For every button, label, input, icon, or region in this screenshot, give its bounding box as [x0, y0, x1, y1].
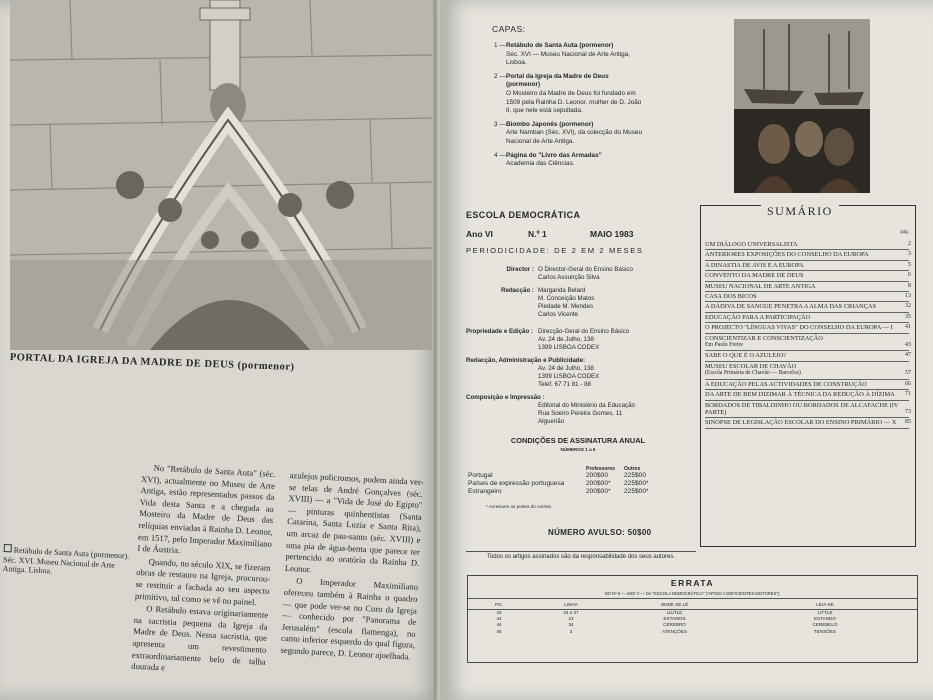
staff-list — [464, 266, 694, 324]
article-column-1 — [131, 462, 276, 680]
list-item: SINOPSE DE LEGISLAÇÃO ESCOLAR DO ENSINO PRIMÁRIO — X 85 — [705, 418, 909, 428]
sumario-title: SUMÁRIO — [761, 204, 839, 219]
capas-list — [494, 42, 644, 174]
responsibility-note: Todos os artigos assinados são da responsabilidade dos seus autores. — [466, 551, 696, 561]
errata-header: PG. LINHA ONDE SE LÊ LEIA-SE — [468, 602, 917, 610]
side-caption: Retábulo de Santa Auta (pormenor). Séc. XVI. Museu Nacional de Arte Antiga. Lisboa. — [2, 545, 130, 576]
capas-item: 4 — Página do "Livro das Armadas" Academia das Ciências. — [494, 151, 602, 168]
price-table-header: Professores Outros — [586, 466, 641, 472]
table-row: 43 34 e 37 LIUTLE LITTLE — [496, 610, 833, 615]
list-item: O PROJECTO "LÍNGUAS VIVAS" DO CONSELHO DA EUROPA — I 41 — [705, 323, 909, 333]
subscription-title: CONDIÇÕES DE ASSINATURA ANUAL — [510, 436, 646, 445]
list-item: ANTERIORES EXPOSIÇÕES DO CONSELHO DA EUROPA 3 — [705, 250, 909, 260]
single-issue-price: NÚMERO AVULSO: 50$00 — [548, 528, 652, 537]
table-row: Portugal 200$00 225$00 — [468, 472, 647, 479]
list-item: SABE O QUE É O AZULEJO? 47 — [705, 351, 909, 361]
sumario-list — [705, 240, 909, 429]
errata-title: ERRATA — [670, 578, 715, 588]
square-bullet-icon — [4, 544, 12, 552]
administracao-block: Redacção, Administração e Publicidade: Av. 24 de Julho, 138 1399 LISBOA CODEX Telef. 67 71 81 - 88 — [466, 357, 600, 388]
composicao-block: Composição e Impressão : Editorial do Ministério da Educação Rua Soeiro Pereira Gomes, 11 Alguerião — [466, 394, 635, 425]
list-item: A EDUCAÇÃO PELAS ACTIVIDADES DE CONSTRUÇÃO 66 — [705, 380, 909, 390]
portal-photo — [10, 0, 432, 350]
table-row: Países de expressão portuguesa 200$00* 225$00* — [468, 480, 649, 487]
list-item: A DINASTIA DE AVIS E A EUROPA 5 — [705, 261, 909, 271]
table-row: Estrangeiro 200$00* 225$00* — [468, 488, 649, 495]
photo-caption: PORTAL DA IGREJA DA MADRE DE DEUS (pormenor) — [9, 352, 295, 373]
list-item: A DÁDIVA DE SANGUE PENETRA A ALMA DAS CRIANÇAS 32 — [705, 302, 909, 312]
paragraph: No "Retábulo de Santa Auta" (séc. XVI), actualmente no Museu de Arte Antiga, estão representados passos da Vida desta Santa e a chegada ao Mosteiro da Madre de Deus das relíquias enviadas à Rainha D. Leonor, em 1517, pelo Imperador Maximiliano I de Áustria. — [137, 462, 276, 556]
paragraph: Quando, no século XIX, se fizeram obras de restauro na Igreja, procurou-se restituir a fachada ao seu aspecto primitivo, tal como se vê no painel. — [134, 556, 271, 607]
sumario-box — [700, 205, 916, 547]
table-row: 44 23 ESTAMOS ESTANDO — [496, 616, 836, 622]
cover-thumbnail — [734, 19, 870, 193]
capas-item: 2 — Portal da Igreja da Madre de Deus (pormenor) O Mosteiro da Madre de Deus foi fundado em 1509 pela Rainha D. Leonor, mulher de D. João II, que nele está sepultada. — [494, 72, 642, 115]
propriedade-block: Propriedade e Edição : Direcção-Geral do Ensino Básico Av. 24 de Julho, 138 1399 LISBOA CODEX — [466, 328, 630, 351]
issue-number: N.º 1 — [528, 229, 547, 239]
issue-year: Ano VI — [466, 229, 493, 239]
left-page — [0, 0, 440, 700]
list-item: UM DIÁLOGO UNIVERSALISTA 2 — [705, 240, 909, 250]
list-item: MUSEU NACIONAL DE ARTE ANTIGA 8 — [705, 282, 909, 292]
staff-row-director: Director : O Director-Geral do Ensino Básico Carlos Assunção Silva — [506, 266, 633, 281]
postage-note: * Acrescem os portes do correio — [486, 504, 552, 509]
list-item: EDUCAÇÃO PARA A PARTICIPAÇÃO 35 — [705, 313, 909, 323]
paragraph: azulejos policromos, podem ainda ver-se telas de André Gonçalves (séc. XVIII) — a "Vida de José do Egipto" — pinturas quinhentistas (Santa Catarina, Santa Luzia e Santa Rita), um arcaz de pau-santo (séc. XVIII) e uma pia de água-benta que parece ter pertencido ao oratório da Rainha D. Leonor. — [284, 470, 424, 574]
list-item: CONVENTO DA MADRE DE DEUS 6 — [705, 271, 909, 281]
errata-subtitle: NO Nº 5 — ANO V — DA "ESCOLA DEMOCRÁTICA" ("APOIO A DEFICIENTES MOTORES"): — [468, 591, 917, 599]
table-row: 46 3 ATENÇÕES TENSÕES — [496, 628, 836, 634]
list-item: CONSCIENTIZAR E CONSCIENTIZAÇÃO Em Paulo Freire 43 — [705, 334, 909, 352]
list-item: MUSEU ESCOLAR DE CHAVÃO (Escola Primária de Chavão — Barcelos) 57 — [705, 362, 909, 380]
capas-item: 3 — Biombo Japonês (pormenor) Arte Namban (Séc. XVI), da colecção do Museu Nacional de Arte Antiga. — [494, 120, 643, 145]
article-column-2 — [280, 470, 424, 664]
price-table — [468, 466, 668, 496]
capas-item: 1 — Retábulo de Santa Auta (pormenor) Séc. XVI — Museu Nacional de Arte Antiga, Lisboa. — [494, 42, 630, 67]
page-column-label: pág. — [900, 230, 909, 235]
issue-date: MAIO 1983 — [590, 229, 634, 239]
paragraph: O Retábulo estava originariamente na sacristia pequena da Igreja da Madre de Deus. Nessa sacristia, que apresenta um revestimento extraordinariamente belo de talha dourada e — [131, 603, 269, 673]
table-row: 44 34 CÉREBRO CEREBELO — [496, 622, 838, 628]
errata-box — [467, 575, 918, 663]
list-item: DA ARTE DE BEM DIZIMAR À TÉCNICA DA REDUÇÃO À DÍZIMA 71 — [705, 390, 909, 400]
issue-line — [466, 229, 696, 239]
masthead-title: ESCOLA DEMOCRÁTICA — [466, 210, 581, 220]
subscription-subtitle: NÚMEROS 1 a 6 — [560, 447, 596, 452]
paragraph: O Imperador Maximiliano ofereceu também à Rainha o quadro — que pode ver-se no Coro da Igreja — conhecido por "Panorama de Jerusalém" (escola flamenga), no canto inferior esquerdo do qual figura, segundo parece, D. Leonor ajoelhada. — [280, 575, 419, 662]
portal-arch-illustration — [10, 0, 432, 350]
staff-row-redaccao: Redacção : Margarida Belard M. Conceição Matos Piedade M. Mendes Carlos Vicente — [500, 287, 595, 318]
ships-painting-illustration — [734, 19, 870, 193]
list-item: CASA DOS BICOS 13 — [705, 292, 909, 302]
capas-title: CAPAS: — [492, 24, 526, 34]
list-item: BORDADOS DE TIBALDINHO OU BORDADOS DE ALCAFACHE (IV PARTE) 73 — [705, 401, 909, 419]
periodicity: PERIODICIDADE: DE 2 EM 2 MESES — [466, 246, 644, 255]
